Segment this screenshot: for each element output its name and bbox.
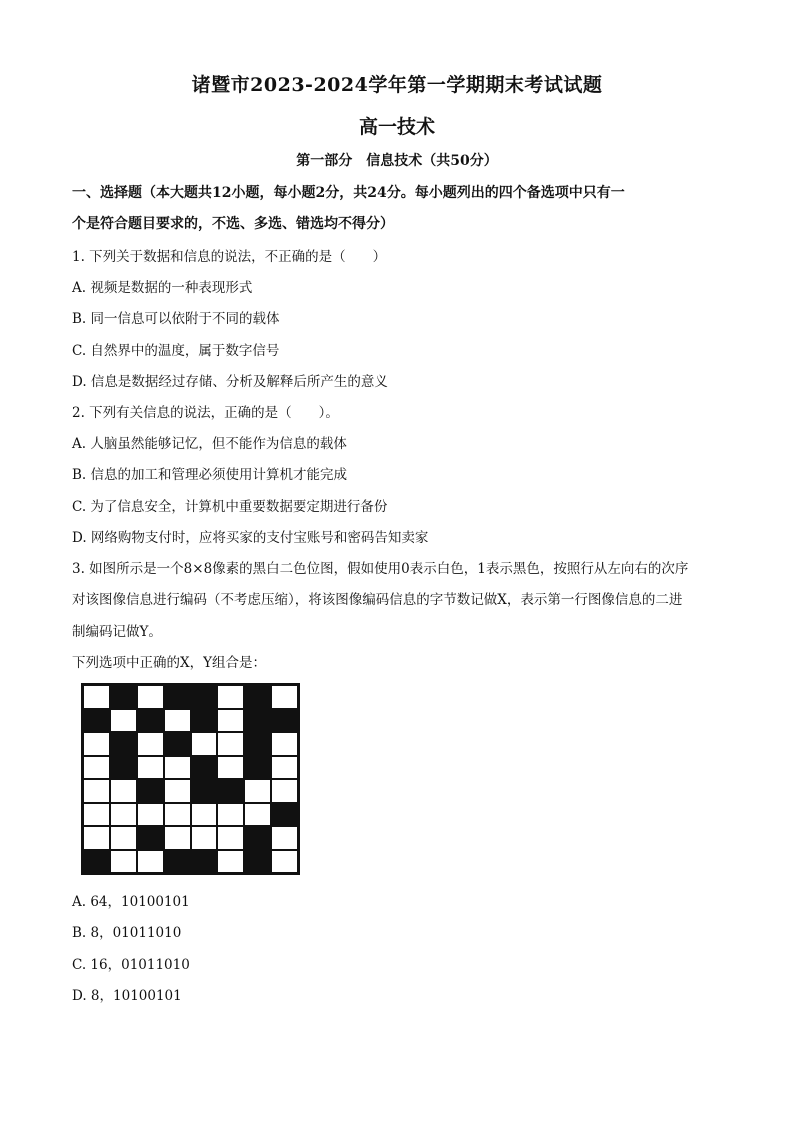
exam-title: 诸暨市2023-2024学年第一学期期末考试试题 bbox=[191, 74, 603, 96]
q1-option-a: A. 视频是数据的一种表现形式 bbox=[72, 280, 253, 296]
q3-bitmap-grid bbox=[81, 683, 300, 875]
bitmap-cell-r6-c5 bbox=[217, 826, 244, 850]
bitmap-cell-r7-c5 bbox=[217, 850, 244, 874]
bitmap-cell-r7-c6 bbox=[244, 850, 271, 874]
bitmap-cell-r3-c4 bbox=[191, 756, 218, 780]
bitmap-cell-r3-c7 bbox=[271, 756, 298, 780]
bitmap-cell-r7-c7 bbox=[271, 850, 298, 874]
bitmap-cell-r4-c1 bbox=[110, 779, 137, 803]
bitmap-cell-r0-c0 bbox=[83, 685, 110, 709]
bitmap-cell-r6-c4 bbox=[191, 826, 218, 850]
q2-option-c: C. 为了信息安全，计算机中重要数据要定期进行备份 bbox=[72, 499, 388, 515]
bitmap-cell-r5-c2 bbox=[137, 803, 164, 827]
bitmap-cell-r1-c5 bbox=[217, 709, 244, 733]
bitmap-cell-r3-c5 bbox=[217, 756, 244, 780]
bitmap-cell-r5-c3 bbox=[164, 803, 191, 827]
bitmap-cell-r1-c7 bbox=[271, 709, 298, 733]
bitmap-cell-r0-c2 bbox=[137, 685, 164, 709]
bitmap-cell-r2-c6 bbox=[244, 732, 271, 756]
q3-option-a: A. 64，10100101 bbox=[72, 894, 190, 910]
bitmap-cell-r6-c3 bbox=[164, 826, 191, 850]
bitmap-cell-r2-c3 bbox=[164, 732, 191, 756]
bitmap-cell-r7-c3 bbox=[164, 850, 191, 874]
bitmap-cell-r0-c3 bbox=[164, 685, 191, 709]
bitmap-cell-r5-c4 bbox=[191, 803, 218, 827]
q3-option-d: D. 8，10100101 bbox=[72, 988, 182, 1004]
bitmap-cell-r6-c1 bbox=[110, 826, 137, 850]
q1-option-c: C. 自然界中的温度，属于数字信号 bbox=[72, 343, 280, 359]
bitmap-cell-r7-c0 bbox=[83, 850, 110, 874]
bitmap-cell-r3-c0 bbox=[83, 756, 110, 780]
bitmap-cell-r4-c3 bbox=[164, 779, 191, 803]
bitmap-cell-r0-c7 bbox=[271, 685, 298, 709]
bitmap-cell-r5-c7 bbox=[271, 803, 298, 827]
bitmap-cell-r1-c0 bbox=[83, 709, 110, 733]
bitmap-cell-r6-c7 bbox=[271, 826, 298, 850]
section-heading-line2: 个是符合题目要求的，不选、多选、错选均不得分） bbox=[72, 216, 394, 232]
bitmap-cell-r6-c2 bbox=[137, 826, 164, 850]
bitmap-cell-r0-c4 bbox=[191, 685, 218, 709]
bitmap-cell-r6-c6 bbox=[244, 826, 271, 850]
bitmap-cell-r2-c7 bbox=[271, 732, 298, 756]
bitmap-cell-r6-c0 bbox=[83, 826, 110, 850]
bitmap-cell-r4-c5 bbox=[217, 779, 244, 803]
q2-stem: 2. 下列有关信息的说法，正确的是（ ）。 bbox=[72, 405, 339, 421]
bitmap-cell-r4-c6 bbox=[244, 779, 271, 803]
q3-prompt: 下列选项中正确的X，Y组合是： bbox=[72, 655, 267, 671]
bitmap-cell-r1-c4 bbox=[191, 709, 218, 733]
bitmap-cell-r1-c3 bbox=[164, 709, 191, 733]
bitmap-cell-r0-c5 bbox=[217, 685, 244, 709]
q2-option-b: B. 信息的加工和管理必须使用计算机才能完成 bbox=[72, 467, 348, 483]
bitmap-cell-r7-c1 bbox=[110, 850, 137, 874]
bitmap-cell-r3-c2 bbox=[137, 756, 164, 780]
q3-option-b: B. 8，01011010 bbox=[72, 925, 182, 941]
q1-option-b: B. 同一信息可以依附于不同的载体 bbox=[72, 311, 280, 327]
q3-option-c: C. 16，01011010 bbox=[72, 957, 190, 973]
bitmap-cell-r2-c0 bbox=[83, 732, 110, 756]
q3-stem-line2: 对该图像信息进行编码（不考虑压缩），将该图像编码信息的字节数记做X，表示第一行图像信息的二进 bbox=[72, 592, 683, 608]
bitmap-cell-r3-c3 bbox=[164, 756, 191, 780]
q1-stem: 1. 下列关于数据和信息的说法，不正确的是（ ） bbox=[72, 249, 387, 265]
q3-stem-line3: 制编码记做Y。 bbox=[72, 624, 162, 640]
bitmap-cell-r7-c4 bbox=[191, 850, 218, 874]
bitmap-cell-r4-c4 bbox=[191, 779, 218, 803]
bitmap-cell-r7-c2 bbox=[137, 850, 164, 874]
q3-stem-line1: 3. 如图所示是一个8×8像素的黑白二色位图，假如使用0表示白色，1表示黑色，按照行从左向右的次序 bbox=[72, 561, 689, 577]
bitmap-cell-r5-c6 bbox=[244, 803, 271, 827]
bitmap-cell-r5-c5 bbox=[217, 803, 244, 827]
bitmap-cell-r5-c1 bbox=[110, 803, 137, 827]
bitmap-cell-r5-c0 bbox=[83, 803, 110, 827]
bitmap-cell-r1-c6 bbox=[244, 709, 271, 733]
bitmap-cell-r1-c1 bbox=[110, 709, 137, 733]
bitmap-cell-r4-c0 bbox=[83, 779, 110, 803]
bitmap-cell-r0-c6 bbox=[244, 685, 271, 709]
q1-option-d: D. 信息是数据经过存储、分析及解释后所产生的意义 bbox=[72, 374, 388, 390]
section-heading-line1: 一、选择题（本大题共12小题，每小题2分，共24分。每小题列出的四个备选项中只有一 bbox=[72, 185, 625, 201]
bitmap-cell-r2-c2 bbox=[137, 732, 164, 756]
bitmap-cell-r1-c2 bbox=[137, 709, 164, 733]
bitmap-cell-r2-c4 bbox=[191, 732, 218, 756]
bitmap-cell-r2-c1 bbox=[110, 732, 137, 756]
bitmap-cell-r2-c5 bbox=[217, 732, 244, 756]
bitmap-cell-r4-c7 bbox=[271, 779, 298, 803]
bitmap-cell-r4-c2 bbox=[137, 779, 164, 803]
bitmap-cell-r3-c1 bbox=[110, 756, 137, 780]
bitmap-cell-r3-c6 bbox=[244, 756, 271, 780]
q2-option-d: D. 网络购物支付时，应将买家的支付宝账号和密码告知卖家 bbox=[72, 530, 429, 546]
q2-option-a: A. 人脑虽然能够记忆，但不能作为信息的载体 bbox=[72, 436, 347, 452]
exam-subtitle: 高一技术 bbox=[358, 116, 435, 138]
bitmap-cell-r0-c1 bbox=[110, 685, 137, 709]
part-heading: 第一部分 信息技术（共50分） bbox=[296, 153, 498, 169]
